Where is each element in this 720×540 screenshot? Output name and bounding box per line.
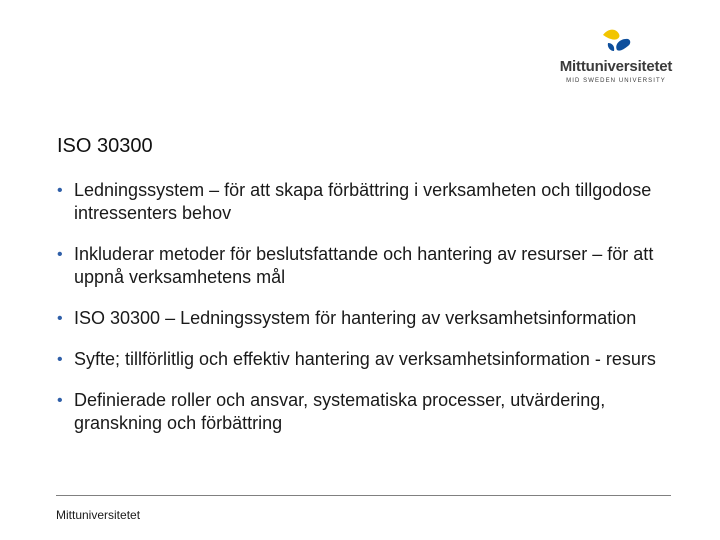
footer-text: Mittuniversitetet xyxy=(56,508,141,522)
bullet-text: ISO 30300 – Ledningssystem för hantering av verksamhetsinformation xyxy=(74,308,637,328)
bullet-marker: • xyxy=(57,182,63,199)
bullet-text: Ledningssystem – för att skapa förbättring i verksamheten och tillgodose intressenters behov xyxy=(74,180,652,223)
bullet-marker: • xyxy=(57,310,63,327)
bullet-marker: • xyxy=(57,246,63,263)
bullet-item xyxy=(56,389,686,435)
logo-mark-icon xyxy=(600,26,632,58)
footer-divider xyxy=(56,495,671,496)
university-logo xyxy=(550,26,682,90)
bullet-marker: • xyxy=(57,392,63,409)
bullet-item xyxy=(56,179,686,225)
bullet-item xyxy=(56,307,686,330)
bullet-text: Syfte; tillförlitlig och effektiv hantering av verksamhetsinformation - resurs xyxy=(74,349,656,369)
slide-title: ISO 30300 xyxy=(57,135,153,157)
bullet-text: Definierade roller och ansvar, systematiska processer, utvärdering, granskning och förbättring xyxy=(74,390,606,433)
bullet-marker: • xyxy=(57,351,63,368)
bullet-list xyxy=(56,179,686,453)
bullet-item xyxy=(56,348,686,371)
logo-subtitle: MID SWEDEN UNIVERSITY xyxy=(566,78,666,84)
bullet-text: Inkluderar metoder för beslutsfattande och hantering av resurser – för att uppnå verksamhetens mål xyxy=(74,244,654,287)
bullet-item xyxy=(56,243,686,289)
logo-name: Mittuniversitetet xyxy=(559,58,673,75)
